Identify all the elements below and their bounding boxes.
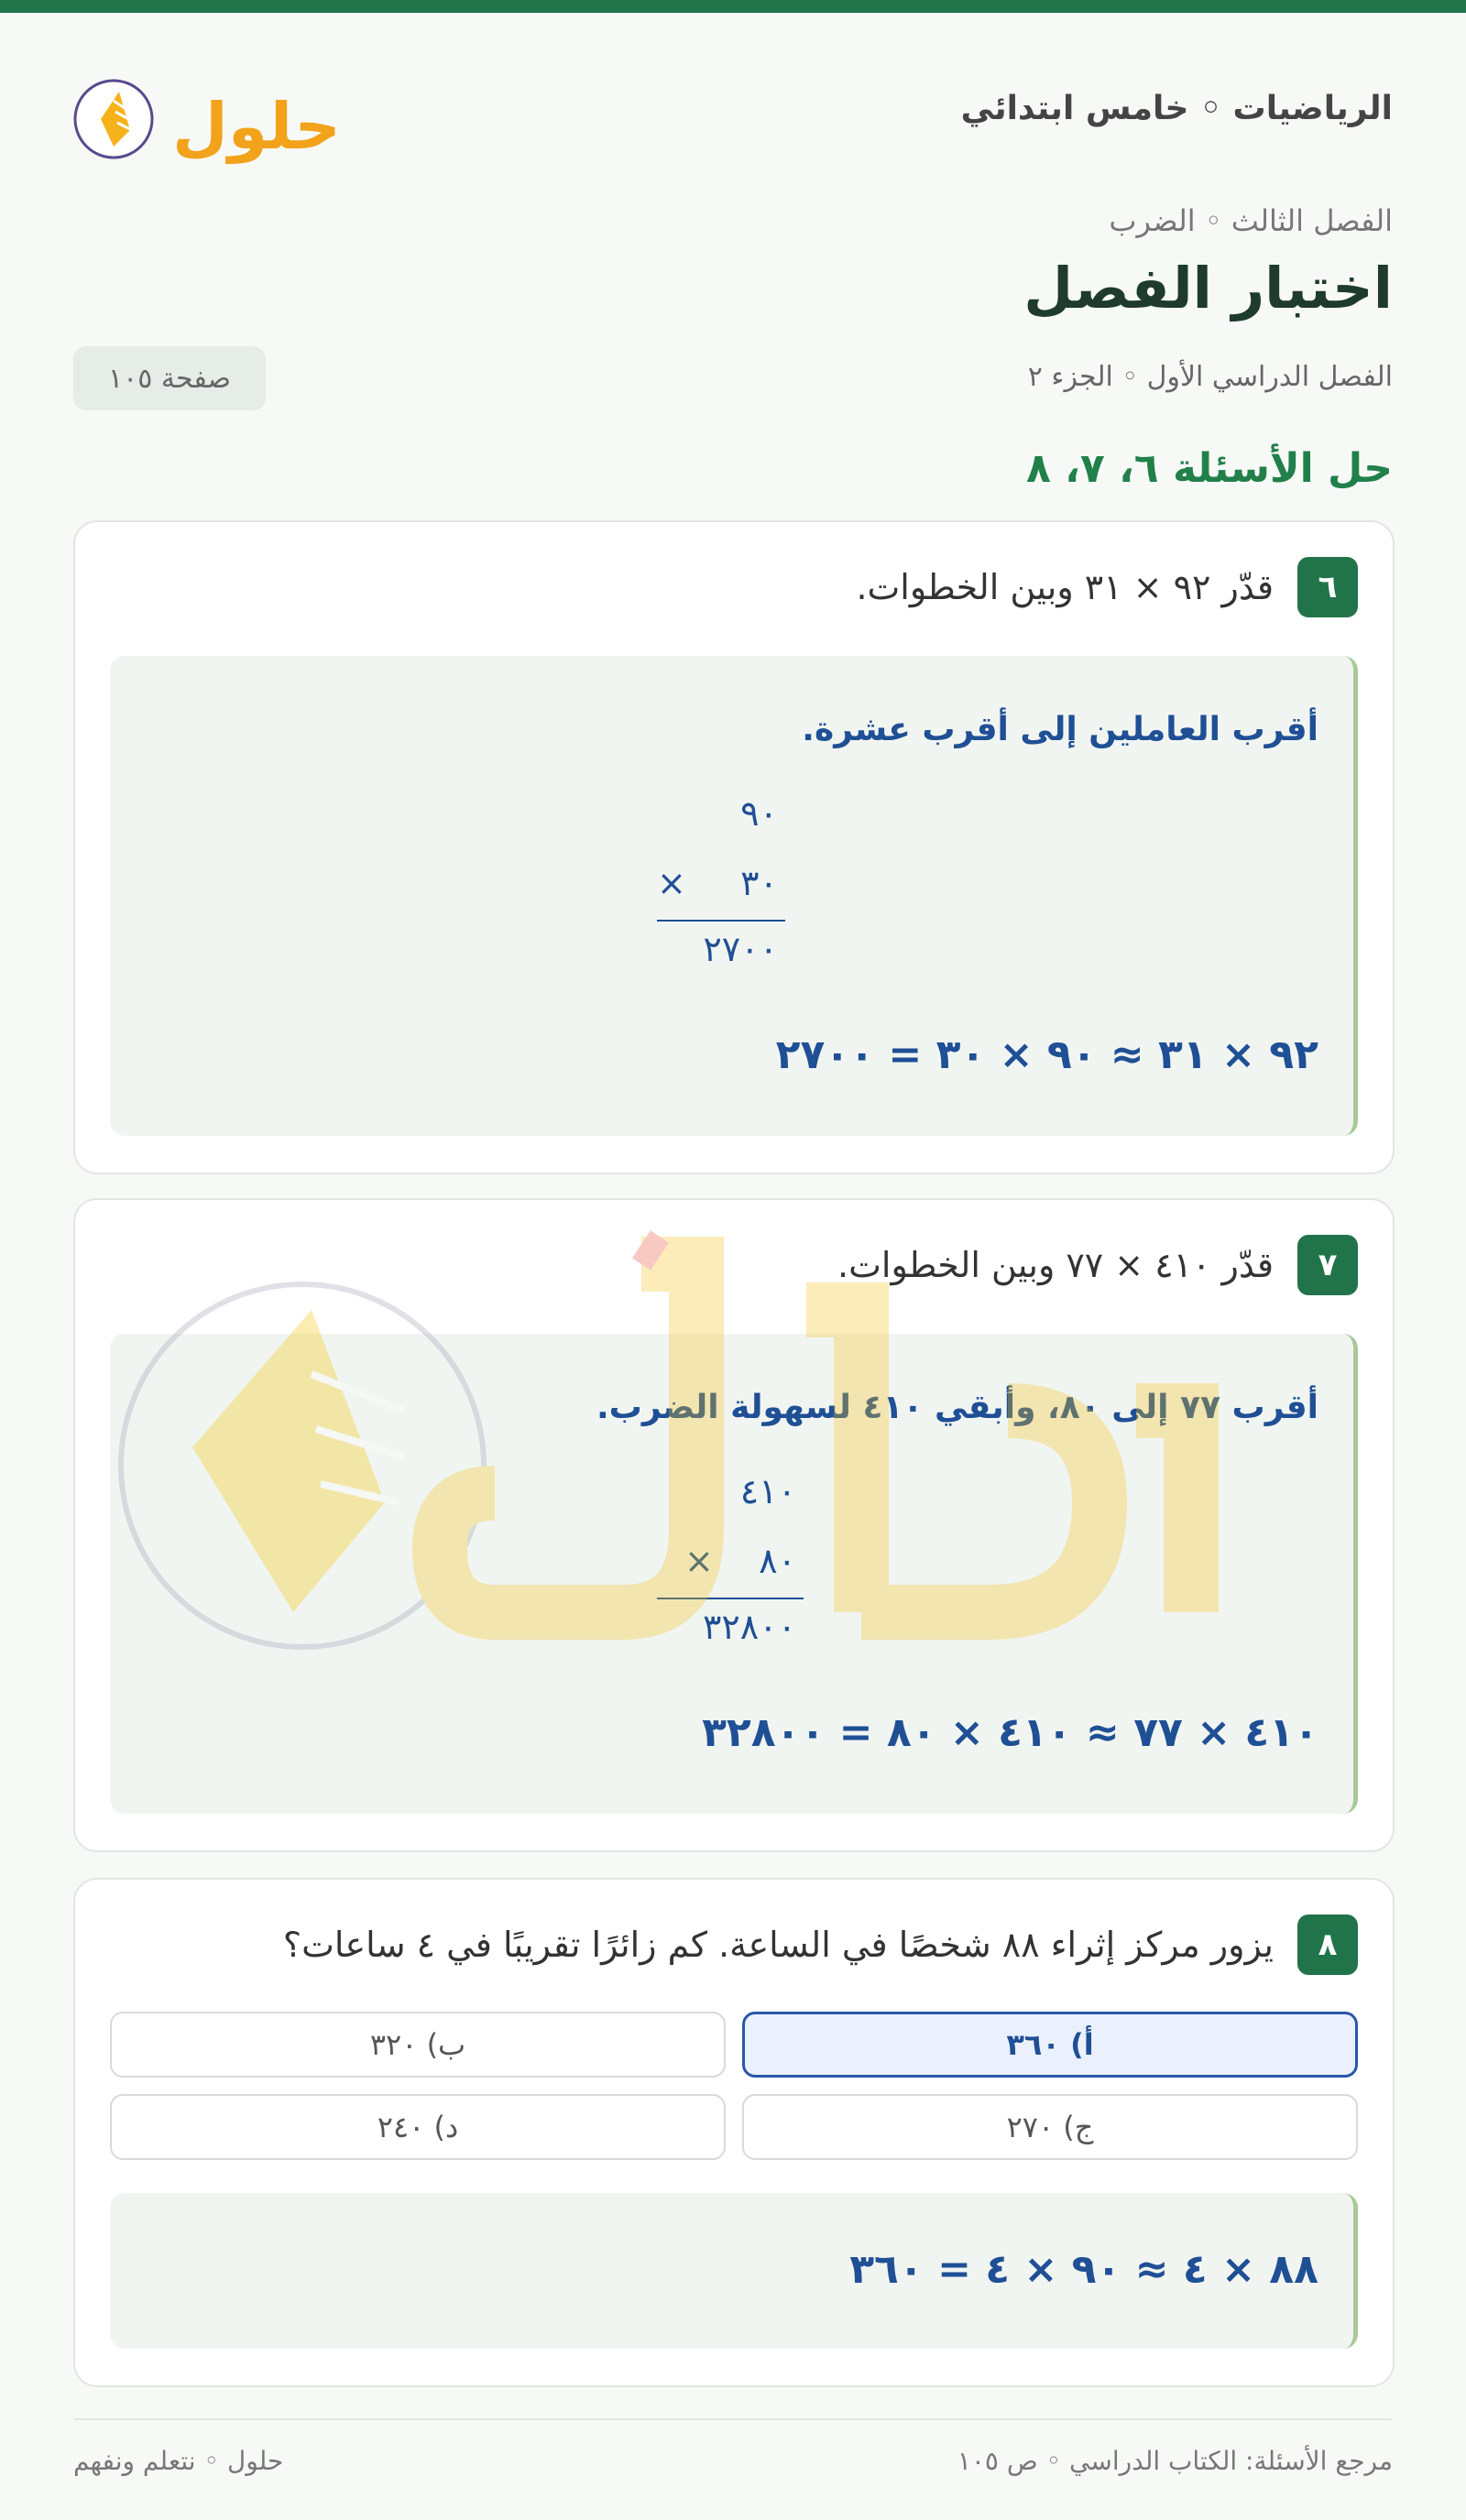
- subject-label: الرياضيات ◦ خامس ابتدائي: [960, 90, 1393, 127]
- vertical-multiplication: [657, 1471, 804, 1654]
- question-header: [856, 557, 1358, 617]
- option-d[interactable]: د) ٢٤٠: [110, 2094, 726, 2160]
- multiply-sign: ×: [684, 1541, 714, 1581]
- question-header: [283, 1915, 1358, 1975]
- page-header: [73, 64, 1393, 165]
- result-line: [657, 920, 785, 922]
- top-accent-bar: [0, 0, 1466, 13]
- page-title: اختبار الفصل: [1023, 255, 1393, 322]
- multiplicand: ٤١٠: [739, 1471, 796, 1511]
- solution-box: [110, 1334, 1358, 1814]
- question-text: يزور مركز إثراء ٨٨ شخصًا في الساعة. كم زائرًا تقريبًا في ٤ ساعات؟: [282, 1925, 1274, 1965]
- multiplicand: ٩٠: [740, 793, 778, 834]
- estimate-equation: ٩٢ × ٣١ ≈ ٩٠ × ٣٠ = ٢٧٠٠: [775, 1031, 1318, 1078]
- product: ٢٧٠٠: [703, 929, 778, 969]
- question-card-6: [73, 520, 1395, 1174]
- footer-divider: [73, 2418, 1393, 2420]
- section-title: حل الأسئلة ٦، ٧، ٨: [1025, 445, 1393, 492]
- svg-text:حلول: حلول: [172, 89, 341, 164]
- vertical-multiplication: [657, 793, 785, 976]
- question-number-badge: ٦: [1297, 557, 1358, 617]
- question-text: قدّر ٩٢ × ٣١ وبين الخطوات.: [856, 567, 1274, 607]
- question-number-badge: ٧: [1297, 1235, 1358, 1295]
- solution-box: [110, 2193, 1358, 2349]
- multiplier: ٨٠: [759, 1541, 796, 1581]
- question-number-badge: ٨: [1297, 1915, 1358, 1975]
- question-text: قدّر ٤١٠ × ٧٧ وبين الخطوات.: [837, 1245, 1274, 1285]
- chapter-breadcrumb: الفصل الثالث ◦ الضرب: [1109, 203, 1393, 238]
- estimate-equation: ٤١٠ × ٧٧ ≈ ٤١٠ × ٨٠ = ٣٢٨٠٠: [702, 1709, 1318, 1756]
- multiply-sign: ×: [657, 863, 686, 903]
- estimate-equation: ٨٨ × ٤ ≈ ٩٠ × ٤ = ٣٦٠: [849, 2246, 1318, 2293]
- footer-reference: مرجع الأسئلة: الكتاب الدراسي ◦ ص ١٠٥: [957, 2446, 1393, 2476]
- hulul-logo: [73, 64, 348, 165]
- product: ٣٢٨٠٠: [702, 1607, 796, 1647]
- option-a[interactable]: أ) ٣٦٠: [742, 2012, 1358, 2078]
- solution-hint: أقرب العاملين إلى أقرب عشرة.: [802, 711, 1318, 748]
- result-line: [657, 1598, 804, 1599]
- solution-hint: أقرب ٧٧ إلى ٨٠، وأبقي ٤١٠ لسهولة الضرب.: [596, 1389, 1318, 1426]
- question-header: [837, 1235, 1358, 1295]
- footer-brand: حلول ◦ نتعلم ونفهم: [73, 2446, 284, 2476]
- multiplier: ٣٠: [740, 863, 778, 903]
- page-number-badge: صفحة ١٠٥: [73, 346, 266, 410]
- question-card-7: [73, 1198, 1395, 1852]
- option-b[interactable]: ب) ٣٢٠: [110, 2012, 726, 2078]
- option-c[interactable]: ج) ٢٧٠: [742, 2094, 1358, 2160]
- solution-box: [110, 656, 1358, 1136]
- term-label: الفصل الدراسي الأول ◦ الجزء ٢: [1027, 361, 1393, 393]
- question-card-8: [73, 1878, 1395, 2387]
